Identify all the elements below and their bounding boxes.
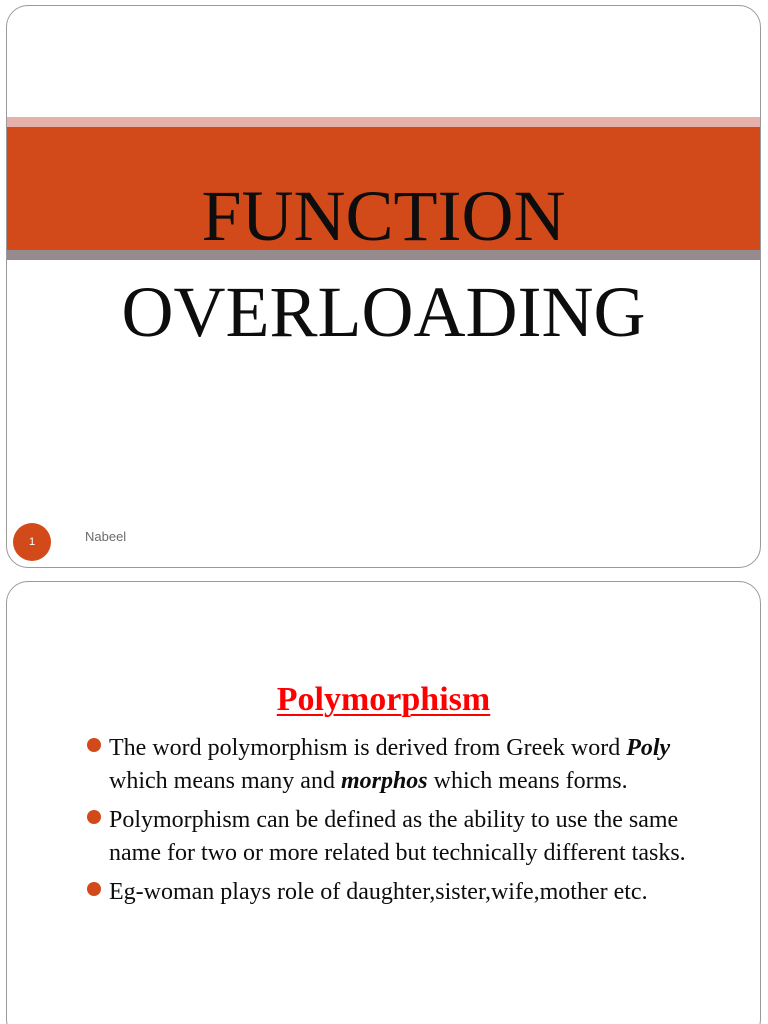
bullet-text: Eg-woman plays role of daughter,sister,wife,mother etc. [109, 879, 648, 905]
bullet-list [85, 732, 705, 915]
emphasis-poly: Poly [626, 735, 671, 761]
bullet-item [85, 732, 705, 798]
slide-number-badge: 1 [13, 523, 51, 561]
slide-2 [6, 581, 761, 1024]
bullet-dot-icon [87, 738, 101, 752]
bullet-dot-icon [87, 882, 101, 896]
bullet-text-part: which means many and [109, 768, 341, 794]
footer-author: Nabeel [85, 529, 127, 544]
slide-title-line-1: FUNCTION [201, 176, 566, 256]
slide-1 [6, 5, 761, 568]
title-band-top-stripe [7, 117, 760, 127]
bullet-text: Polymorphism can be defined as the ability to use the same name for two or more related but technically different tasks. [109, 807, 686, 866]
bullet-dot-icon [87, 810, 101, 824]
bullet-text-part: The word polymorphism is derived from Greek word [109, 735, 627, 761]
bullet-item [85, 876, 705, 909]
bullet-item [85, 804, 705, 870]
slide-heading: Polymorphism [276, 681, 491, 718]
bullet-text [109, 735, 670, 794]
emphasis-morphos: morphos [340, 768, 428, 794]
slide-title-line-2: OVERLOADING [121, 272, 646, 352]
bullet-text-part: which means forms. [427, 768, 628, 794]
